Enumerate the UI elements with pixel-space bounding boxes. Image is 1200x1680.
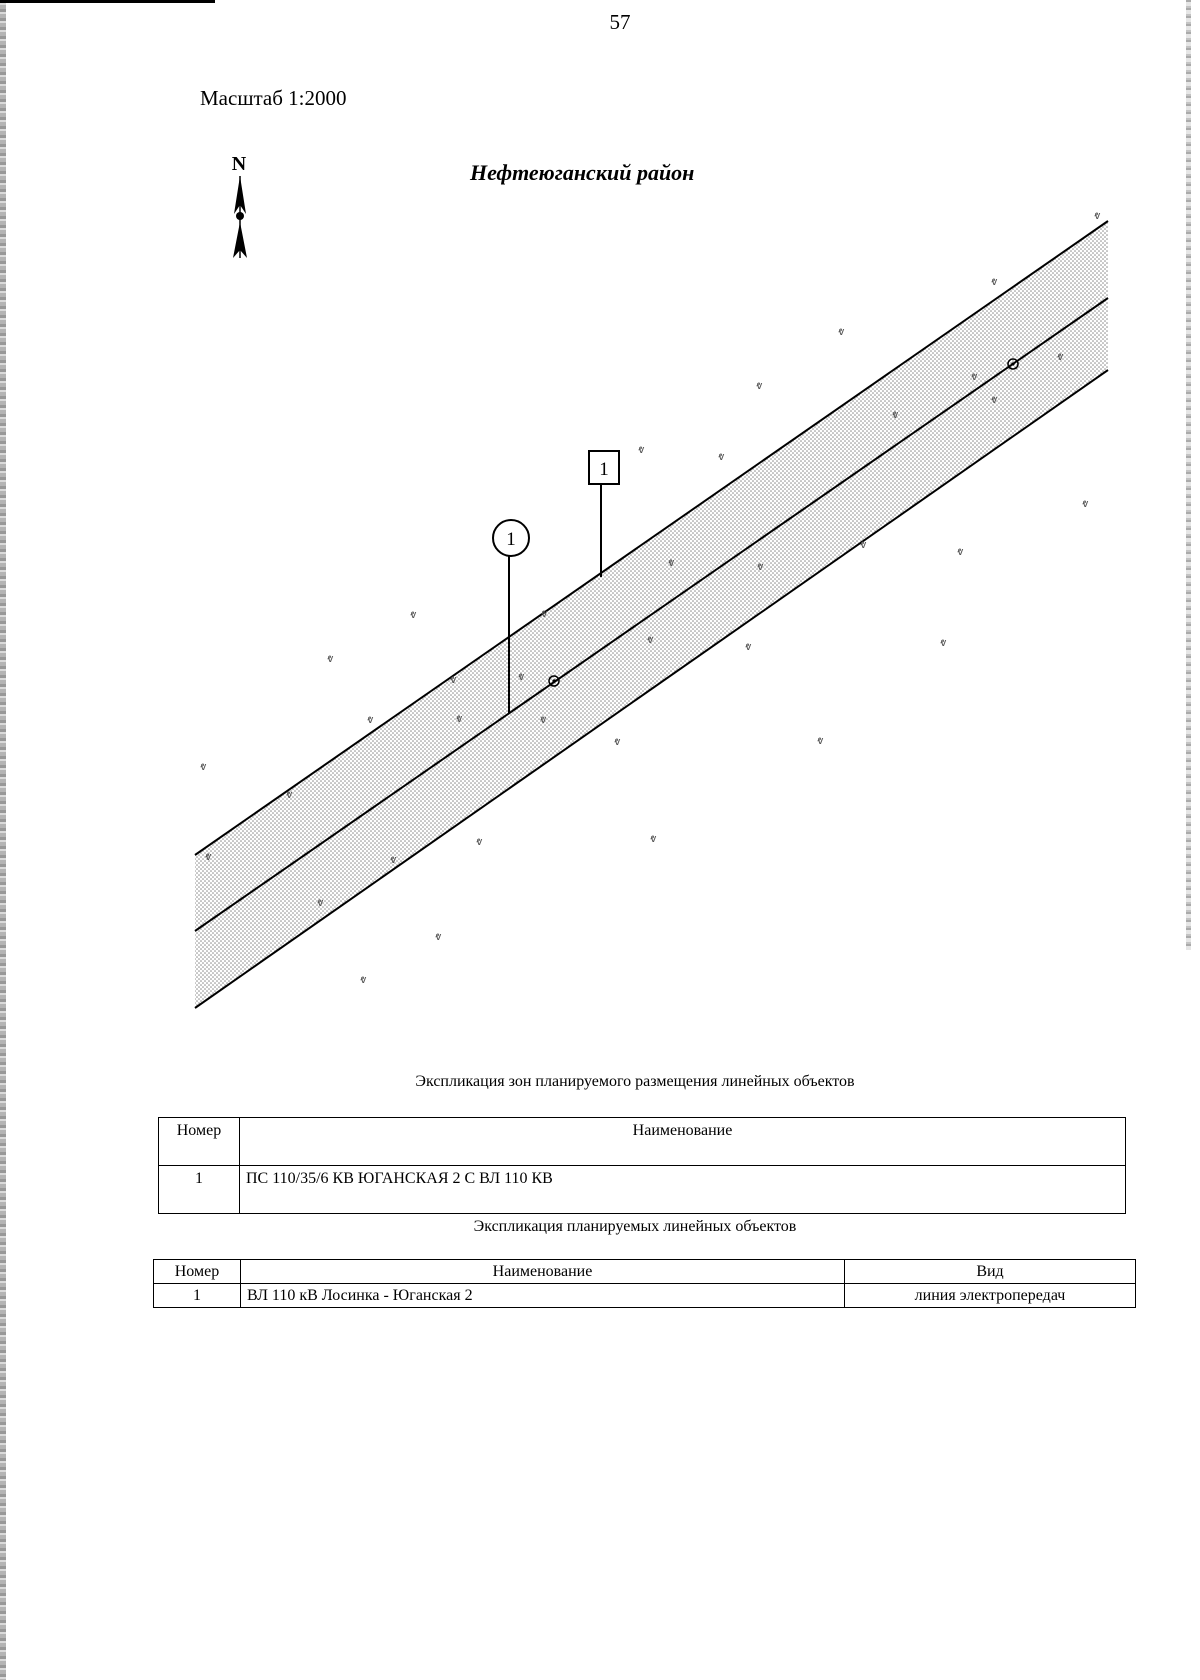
marsh-symbol-icon: ⱴ (286, 788, 293, 801)
marsh-symbol-icon: ⱴ (435, 930, 442, 943)
marsh-symbol-icon: ⱴ (541, 607, 548, 620)
object-marker-label: 1 (599, 459, 609, 480)
marsh-symbol-icon: ⱴ (614, 735, 621, 748)
marsh-symbol-icon: ⱴ (668, 556, 675, 569)
marsh-symbol-icon: ⱴ (327, 652, 334, 665)
marsh-symbol-icon: ⱴ (317, 896, 324, 909)
marsh-symbol-icon: ⱴ (1082, 497, 1089, 510)
marsh-symbol-icon: ⱴ (200, 760, 207, 773)
zones-header-number: Номер (159, 1118, 240, 1166)
marsh-symbol-icon: ⱴ (647, 633, 654, 646)
marsh-symbol-icon: ⱴ (991, 275, 998, 288)
marsh-symbol-icon: ⱴ (410, 608, 417, 621)
objects-header-number: Номер (154, 1260, 241, 1284)
marsh-symbol-icon: ⱴ (745, 640, 752, 653)
objects-header-name: Наименование (241, 1260, 845, 1284)
marsh-symbol-icon: ⱴ (1057, 350, 1064, 363)
marsh-symbol-icon: ⱴ (390, 853, 397, 866)
objects-table-caption: Экспликация планируемых линейных объектов (473, 1218, 797, 1235)
marsh-symbol-icon: ⱴ (638, 443, 645, 456)
marsh-symbol-icon: ⱴ (838, 325, 845, 338)
marsh-symbol-icon: ⱴ (456, 712, 463, 725)
marsh-symbol-icon: ⱴ (518, 670, 525, 683)
table-row (159, 1166, 1126, 1214)
objects-cell-number: 1 (154, 1284, 241, 1308)
marsh-symbol-icon: ⱴ (940, 636, 947, 649)
object-marker (589, 451, 619, 577)
zones-cell-number: 1 (159, 1166, 240, 1214)
page-number: 57 (609, 10, 631, 34)
scale-label: Масштаб 1:2000 (200, 86, 347, 110)
zone-marker-label: 1 (506, 529, 516, 550)
objects-table (153, 1259, 1136, 1308)
objects-header-type: Вид (845, 1260, 1136, 1284)
objects-cell-type: линия электропередач (845, 1284, 1136, 1308)
marsh-symbol-icon: ⱴ (540, 713, 547, 726)
marsh-symbol-icon: ⱴ (205, 850, 212, 863)
zone-boundary-north (195, 221, 1108, 855)
marsh-symbol-icon: ⱴ (957, 545, 964, 558)
marsh-symbol-icon: ⱴ (718, 450, 725, 463)
marsh-symbol-icon: ⱴ (860, 538, 867, 551)
marsh-symbol-icon: ⱴ (817, 734, 824, 747)
marsh-symbol-icon: ⱴ (360, 973, 367, 986)
zones-table (158, 1117, 1126, 1214)
zone-boundary-south (195, 370, 1108, 1008)
north-arrow-icon (232, 153, 247, 258)
marsh-symbol-icon: ⱴ (971, 370, 978, 383)
marsh-symbol-icon: ⱴ (650, 832, 657, 845)
marsh-symbol-icon: ⱴ (1094, 209, 1101, 222)
marsh-symbol-icon: ⱴ (991, 393, 998, 406)
marsh-symbol-icon: ⱴ (450, 673, 457, 686)
zones-cell-name: ПС 110/35/6 КВ ЮГАНСКАЯ 2 С ВЛ 110 КВ (240, 1166, 1126, 1214)
objects-cell-name: ВЛ 110 кВ Лосинка - Юганская 2 (241, 1284, 845, 1308)
zones-table-caption: Экспликация зон планируемого размещения линейных объектов (415, 1073, 855, 1090)
zones-table-header (159, 1118, 1126, 1166)
objects-table-header (154, 1260, 1136, 1284)
marsh-symbol-icon: ⱴ (476, 835, 483, 848)
region-title: Нефтеюганский район (470, 160, 695, 185)
table-row (154, 1284, 1136, 1308)
marsh-symbol-icon: ⱴ (892, 408, 899, 421)
marsh-symbol-icon: ⱴ (756, 379, 763, 392)
marsh-symbol-icon: ⱴ (757, 560, 764, 573)
north-label: N (231, 153, 247, 175)
marsh-symbol-icon: ⱴ (367, 713, 374, 726)
zones-header-name: Наименование (240, 1118, 1126, 1166)
